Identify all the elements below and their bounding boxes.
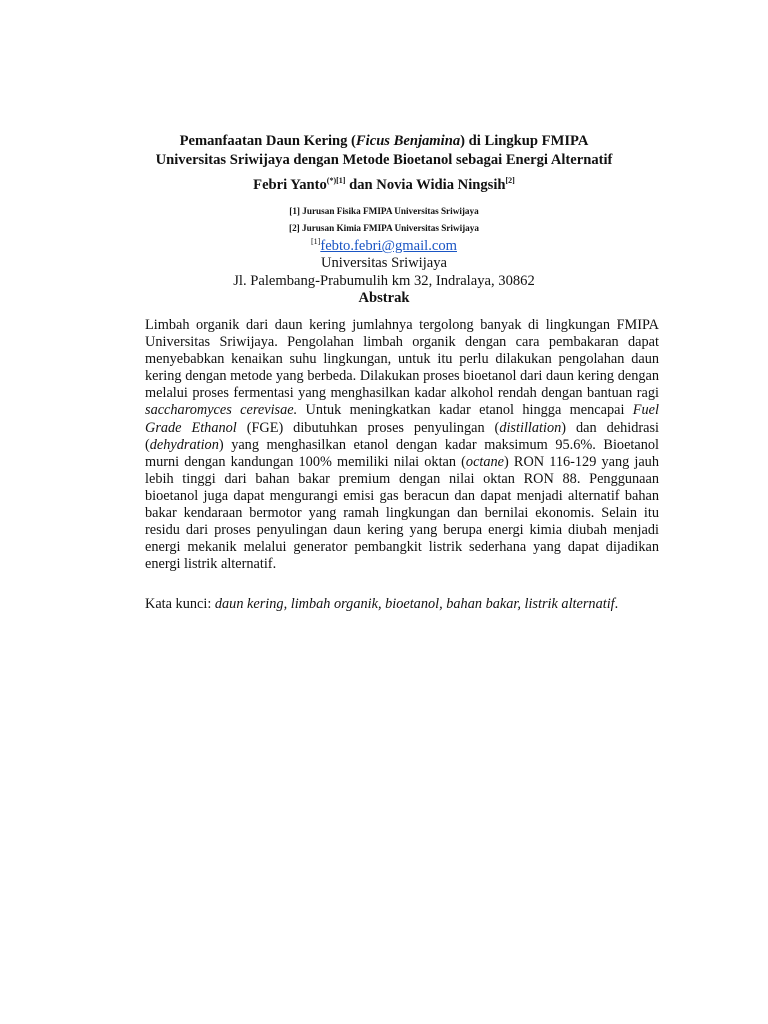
abstract-heading: Abstrak bbox=[358, 290, 410, 306]
title-line-1-end: ) di Lingkup FMIPA bbox=[460, 133, 589, 149]
abstract-text-6: ) RON 116-129 yang jauh lebih tinggi dari bahan bakar premium dengan nilai oktan RON 88. Penggunaan bioetanol juga dapat mengurangi emisi gas beracun dan dapat menjadi alternatif bahan bakar kendaraan bermotor yang ramah lingkungan dan bernilai ekonomis. Selain itu residu dari proses penyulingan daun kering yang berupa energi kimia diubah menjadi energi mekanik melalui generator pembangkit listrik sederhana yang dapat dijadikan energi listrik alternatif. bbox=[145, 453, 659, 573]
address: Jl. Palembang-Prabumulih km 32, Indralaya, 30862 bbox=[233, 273, 535, 289]
keywords-line bbox=[145, 596, 675, 613]
institution: Universitas Sriwijaya bbox=[320, 255, 448, 271]
keywords-label: Kata kunci: bbox=[145, 596, 215, 612]
author-2-marker: [2] bbox=[505, 176, 515, 185]
email-marker: [1] bbox=[311, 237, 321, 246]
title-line-1 bbox=[100, 132, 668, 151]
author-1-marker: (*)[1] bbox=[326, 176, 346, 185]
author-line bbox=[100, 176, 668, 195]
author-1-name: Febri Yanto bbox=[253, 177, 327, 193]
author-connector: dan bbox=[345, 177, 377, 193]
abstract-text-4: ) dan dehidrasi ( bbox=[145, 419, 659, 453]
title-line-2: Universitas Sriwijaya dengan Metode Bioetanol sebagai Energi Alternatif bbox=[155, 152, 613, 168]
abstract-italic-distillation: distillation bbox=[499, 419, 562, 436]
abstract-italic-octane: octane bbox=[465, 453, 505, 470]
title-line-1-start: Pemanfaatan Daun Kering ( bbox=[179, 133, 356, 149]
abstract-italic-dehydration: dehydration bbox=[149, 436, 219, 453]
contact-email-line bbox=[100, 237, 668, 255]
abstract-body bbox=[145, 317, 659, 573]
keywords-terms: daun kering, limbah organik, bioetanol, bahan bakar, listrik alternatif bbox=[214, 596, 615, 612]
abstract-text-5: ) yang menghasilkan etanol dengan kadar maksimum 95.6%. Bioetanol murni dengan kandungan 100% memiliki nilai oktan ( bbox=[145, 436, 659, 470]
abstract-text-1: Limbah organik dari daun kering jumlahnya tergolong banyak di lingkungan FMIPA Universitas Sriwijaya. Pengolahan limbah organik dengan cara pembakaran dapat menyebabkan kenaikan suhu lingkungan, untuk itu perlu dilakukan pengolahan daun kering dengan metode yang berbeda. Dilakukan proses bioetanol dari daun kering dengan melalui proses fermentasi yang menghasilkan kadar alkohol rendah dengan bantuan ragi bbox=[145, 317, 659, 402]
affiliation-2: [2] Jurusan Kimia FMIPA Universitas Sriwijaya bbox=[289, 223, 479, 233]
abstract-text-2: Untuk meningkatkan kadar etanol hingga mencapai bbox=[297, 402, 633, 419]
paper-title bbox=[100, 132, 668, 170]
author-2-name: Novia Widia Ningsih bbox=[376, 177, 506, 193]
affiliation-1: [1] Jurusan Fisika FMIPA Universitas Sriwijaya bbox=[289, 206, 479, 216]
abstract-italic-fge: Fuel Grade Ethanol bbox=[145, 402, 659, 436]
keywords-end: . bbox=[614, 596, 619, 612]
species-name: Ficus Benjamina bbox=[355, 133, 461, 149]
abstract-italic-yeast: saccharomyces cerevisae. bbox=[145, 402, 298, 419]
abstract-text-3: (FGE) dibutuhkan proses penyulingan ( bbox=[236, 419, 500, 436]
email-link[interactable]: febto.febri@gmail.com bbox=[320, 238, 457, 254]
